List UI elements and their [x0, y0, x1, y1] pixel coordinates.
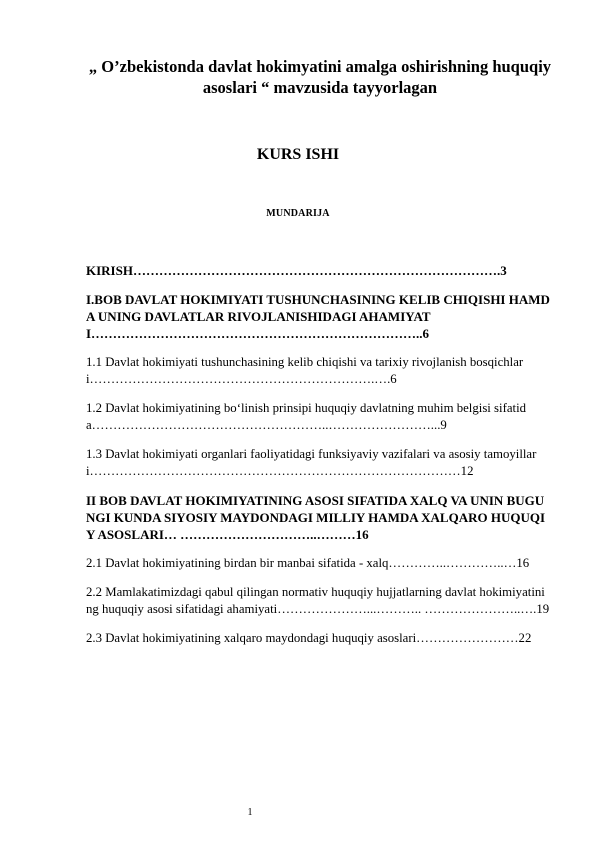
document-kind: KURS ISHI: [256, 146, 340, 163]
table-of-contents: [86, 262, 551, 659]
toc-entry-6: 2.1 Davlat hokimiyatining birdan bir manbai sifatida - xalq…………..…………..…16: [86, 556, 530, 570]
toc-entry-0: KIRISH………………………………………………………………………….3: [86, 263, 507, 278]
toc-entry-8: 2.3 Davlat hokimiyatining xalqaro maydondagi huquqiy asoslari……………………22: [86, 631, 532, 645]
toc-entry-1: I.BOB DAVLAT HOKIMIYATI TUSHUNCHASINING KELIB CHIQISHI HAMDA UNING DAVLATLAR RIVOJLANISHIDAGI AHAMIYATI…………………………………………………………………..6: [86, 292, 550, 341]
toc-entry-5: II BOB DAVLAT HOKIMIYATINING ASOSI SIFATIDA XALQ VA UNIN BUGUNGI KUNDA SIYOSIY MAYDONDAGI MILLIY HAMDA XALQARO HUQUQIY ASOSLARI… …………………………..………16: [86, 493, 546, 542]
topic-title: „ O’zbekistonda davlat hokimyatini amalga oshirishning huquqiy asoslari “ mavzusida tayyorlagan: [88, 57, 552, 97]
page-number: 1: [247, 807, 253, 818]
contents-heading: MUNDARIJA: [266, 208, 330, 219]
toc-entry-3: 1.2 Davlat hokimiyatining bo‘linish prinsipi huquqiy davlatning muhim belgisi sifatida………………………………………………..……………………...9: [86, 401, 527, 432]
toc-entry-7: 2.2 Mamlakatimizdagi qabul qilingan normativ huquqiy hujjatlarning davlat hokimiyatining huquqiy asosi sifatidagi ahamiyati…………………...……….. …………………..….19: [86, 585, 550, 616]
toc-entry-4: 1.3 Davlat hokimiyati organlari faoliyatidagi funksiyaviy vazifalari va asosiy tamoyillari……………………………………………………………………………12: [86, 447, 537, 478]
toc-entry-2: 1.1 Davlat hokimiyati tushunchasining kelib chiqishi va tarixiy rivojlanish bosqichlari………………………………………………………….….6: [86, 355, 524, 386]
